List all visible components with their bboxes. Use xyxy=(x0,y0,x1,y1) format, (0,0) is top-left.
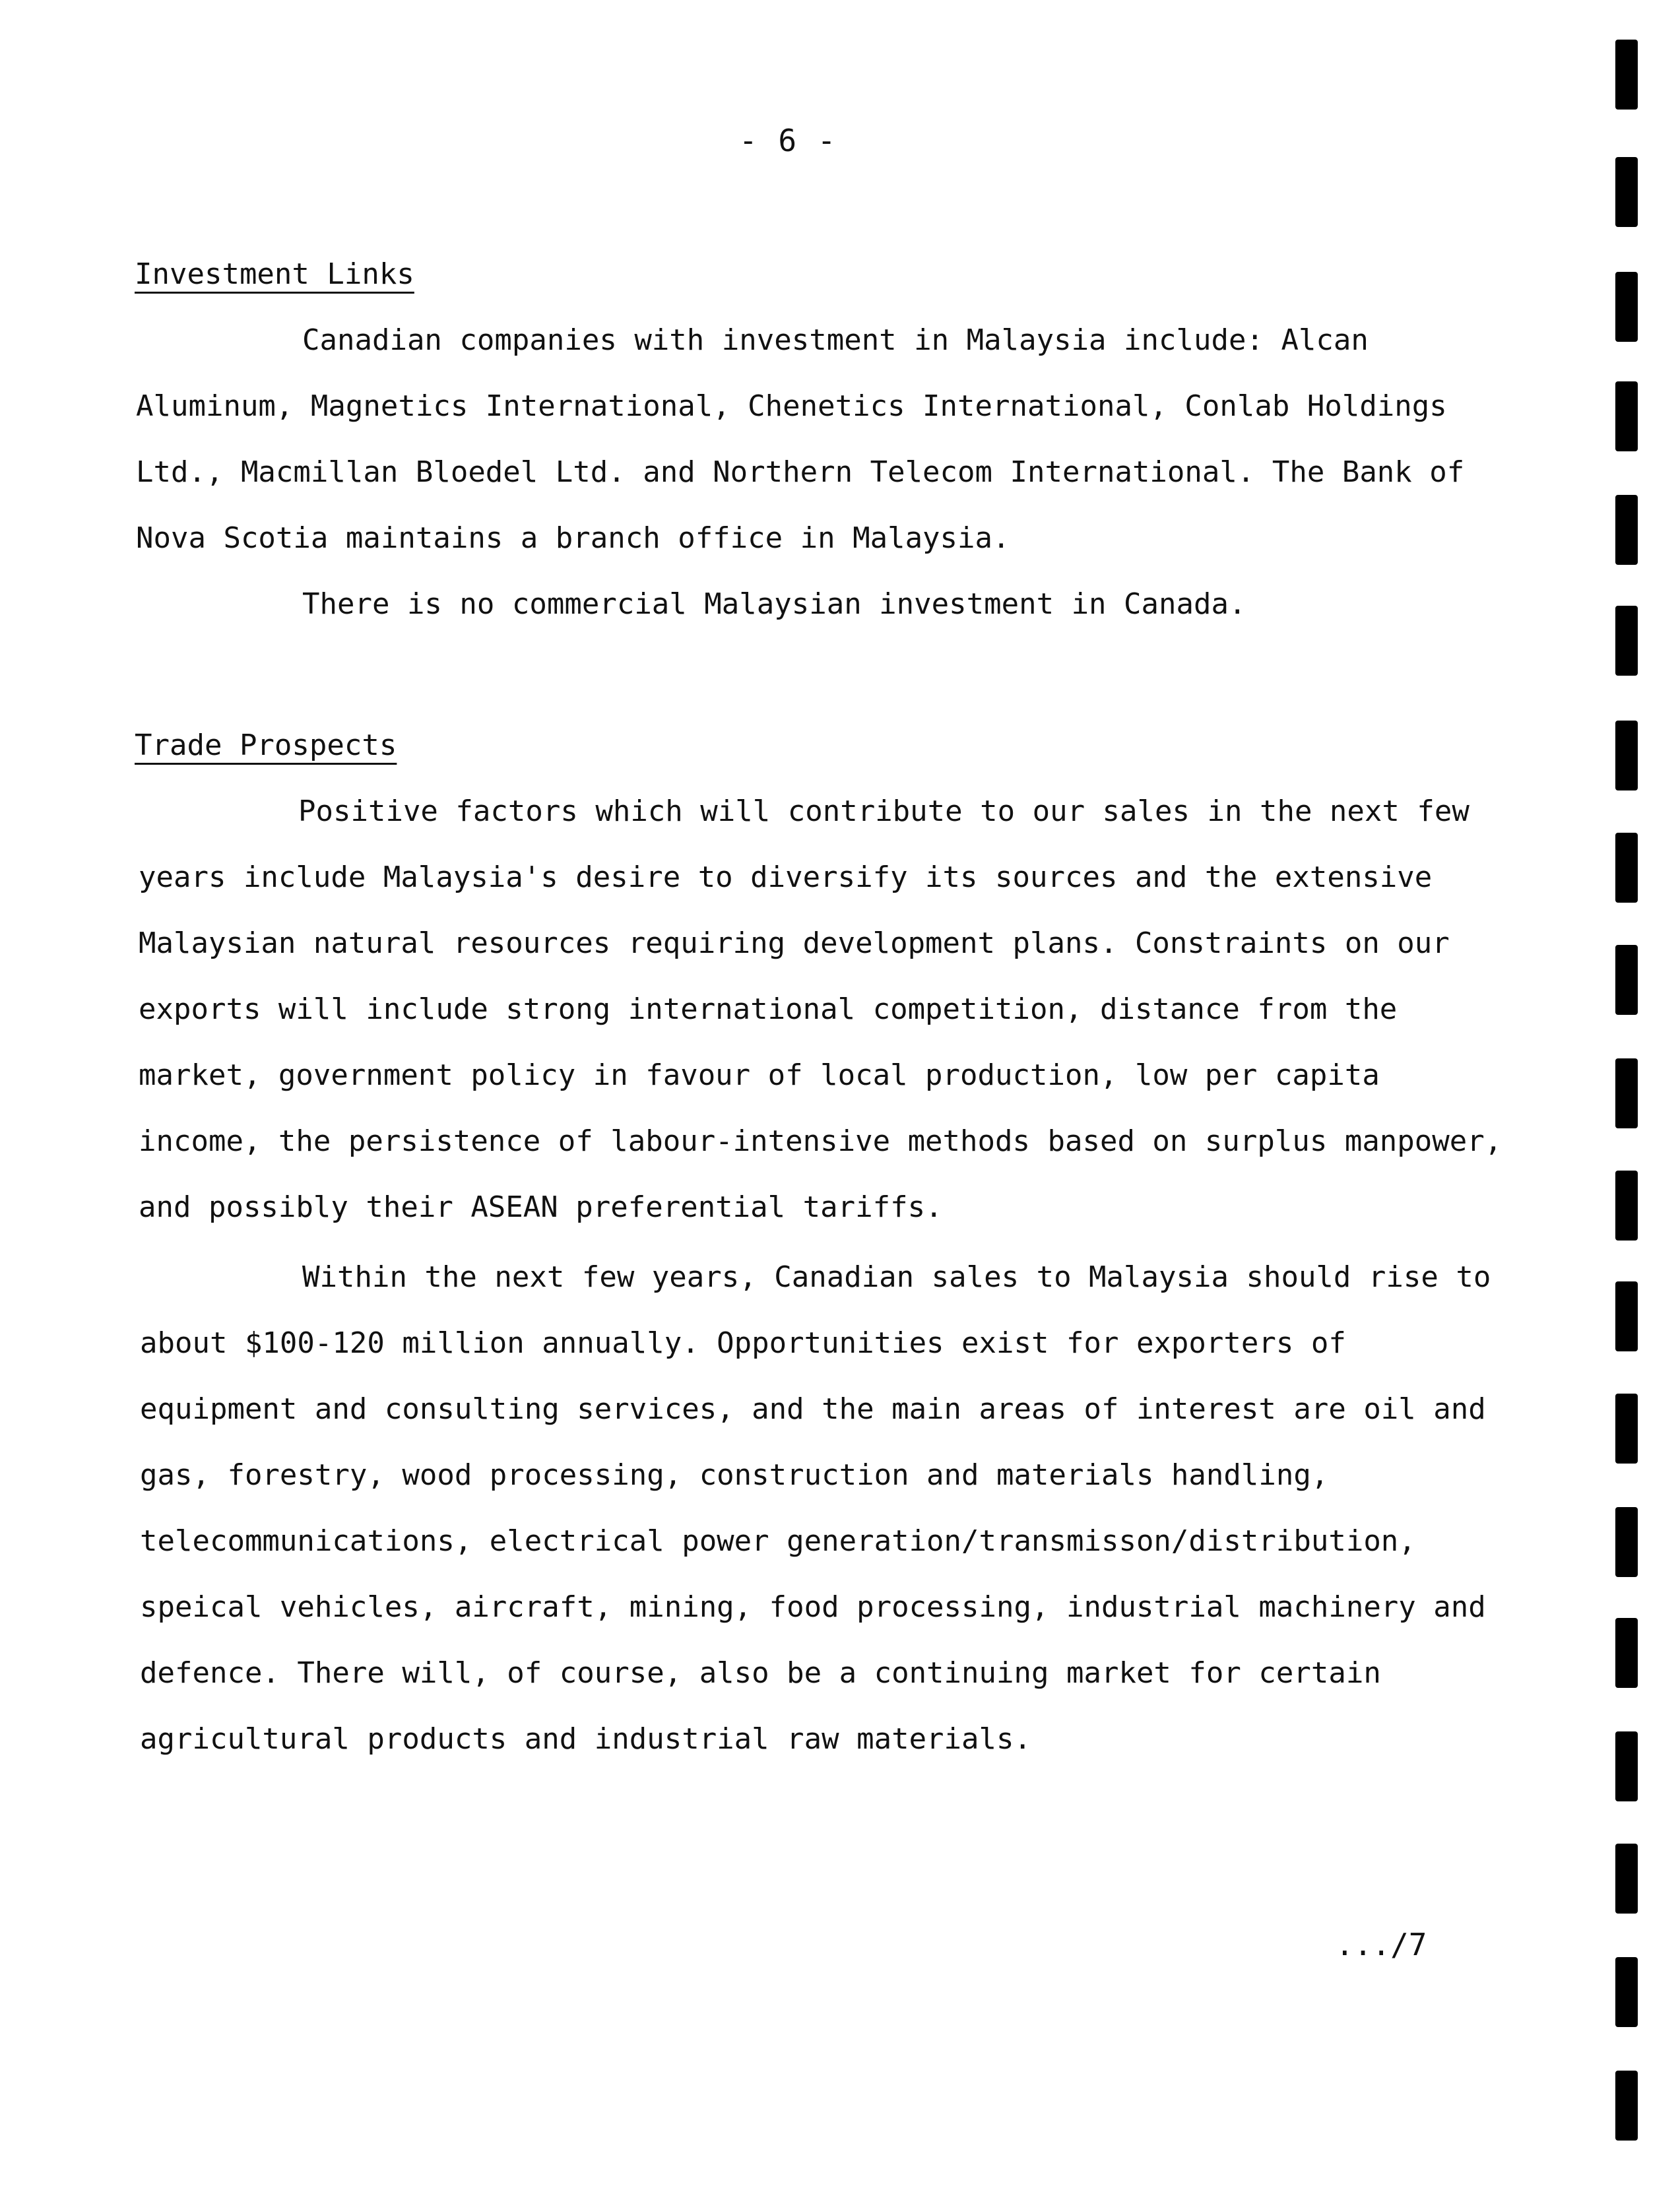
binder-hole-mark xyxy=(1615,157,1638,227)
section-heading-trade-prospects: Trade Prospects xyxy=(135,728,397,762)
paragraph-line: Within the next few years, Canadian sales to Malaysia should rise to xyxy=(302,1260,1491,1294)
binder-hole-mark xyxy=(1615,40,1638,110)
paragraph-line: speical vehicles, aircraft, mining, food processing, industrial machinery and xyxy=(140,1590,1486,1624)
paragraph-line: defence. There will, of course, also be a continuing market for certain xyxy=(140,1656,1381,1690)
paragraph-line: Malaysian natural resources requiring development plans. Constraints on our xyxy=(139,926,1450,960)
binder-hole-mark xyxy=(1615,1171,1638,1241)
binder-hole-mark xyxy=(1615,1394,1638,1464)
paragraph-line: about $100-120 million annually. Opportunities exist for exporters of xyxy=(140,1326,1346,1360)
binder-hole-mark xyxy=(1615,1844,1638,1914)
paragraph-line: Aluminum, Magnetics International, Chenetics International, Conlab Holdings xyxy=(136,389,1447,423)
binder-hole-strip xyxy=(1601,0,1680,2194)
binder-hole-mark xyxy=(1615,272,1638,342)
binder-hole-mark xyxy=(1615,945,1638,1015)
paragraph-line: Positive factors which will contribute to our sales in the next few xyxy=(298,794,1470,828)
paragraph-line: and possibly their ASEAN preferential tariffs. xyxy=(139,1190,943,1224)
paragraph-line: market, government policy in favour of local production, low per capita xyxy=(139,1058,1380,1092)
continuation-marker: .../7 xyxy=(1336,1927,1427,1962)
binder-hole-mark xyxy=(1615,495,1638,565)
paragraph-line: income, the persistence of labour-intensive methods based on surplus manpower, xyxy=(139,1124,1502,1158)
paragraph-line: Ltd., Macmillan Bloedel Ltd. and Northern Telecom International. The Bank of xyxy=(136,455,1465,489)
binder-hole-mark xyxy=(1615,1957,1638,2027)
binder-hole-mark xyxy=(1615,1281,1638,1351)
paragraph-line: There is no commercial Malaysian investment in Canada. xyxy=(302,587,1246,621)
binder-hole-mark xyxy=(1615,1618,1638,1688)
page-number: - 6 - xyxy=(739,123,837,158)
paragraph-line: Canadian companies with investment in Malaysia include: Alcan xyxy=(302,323,1369,357)
binder-hole-mark xyxy=(1615,2071,1638,2141)
paragraph-line: agricultural products and industrial raw materials. xyxy=(140,1722,1032,1756)
binder-hole-mark xyxy=(1615,381,1638,451)
binder-hole-mark xyxy=(1615,1507,1638,1577)
binder-hole-mark xyxy=(1615,833,1638,903)
section-heading-investment-links: Investment Links xyxy=(135,257,414,291)
binder-hole-mark xyxy=(1615,606,1638,676)
paragraph-line: gas, forestry, wood processing, construction and materials handling, xyxy=(140,1458,1329,1492)
paragraph-line: equipment and consulting services, and the main areas of interest are oil and xyxy=(140,1392,1486,1426)
binder-hole-mark xyxy=(1615,1058,1638,1128)
paragraph-line: telecommunications, electrical power generation/transmisson/distribution, xyxy=(140,1524,1416,1558)
paragraph-line: exports will include strong international competition, distance from the xyxy=(139,992,1398,1026)
paragraph-line: years include Malaysia's desire to diversify its sources and the extensive xyxy=(139,860,1433,894)
binder-hole-mark xyxy=(1615,721,1638,790)
binder-hole-mark xyxy=(1615,1731,1638,1801)
paragraph-line: Nova Scotia maintains a branch office in Malaysia. xyxy=(136,521,1010,555)
